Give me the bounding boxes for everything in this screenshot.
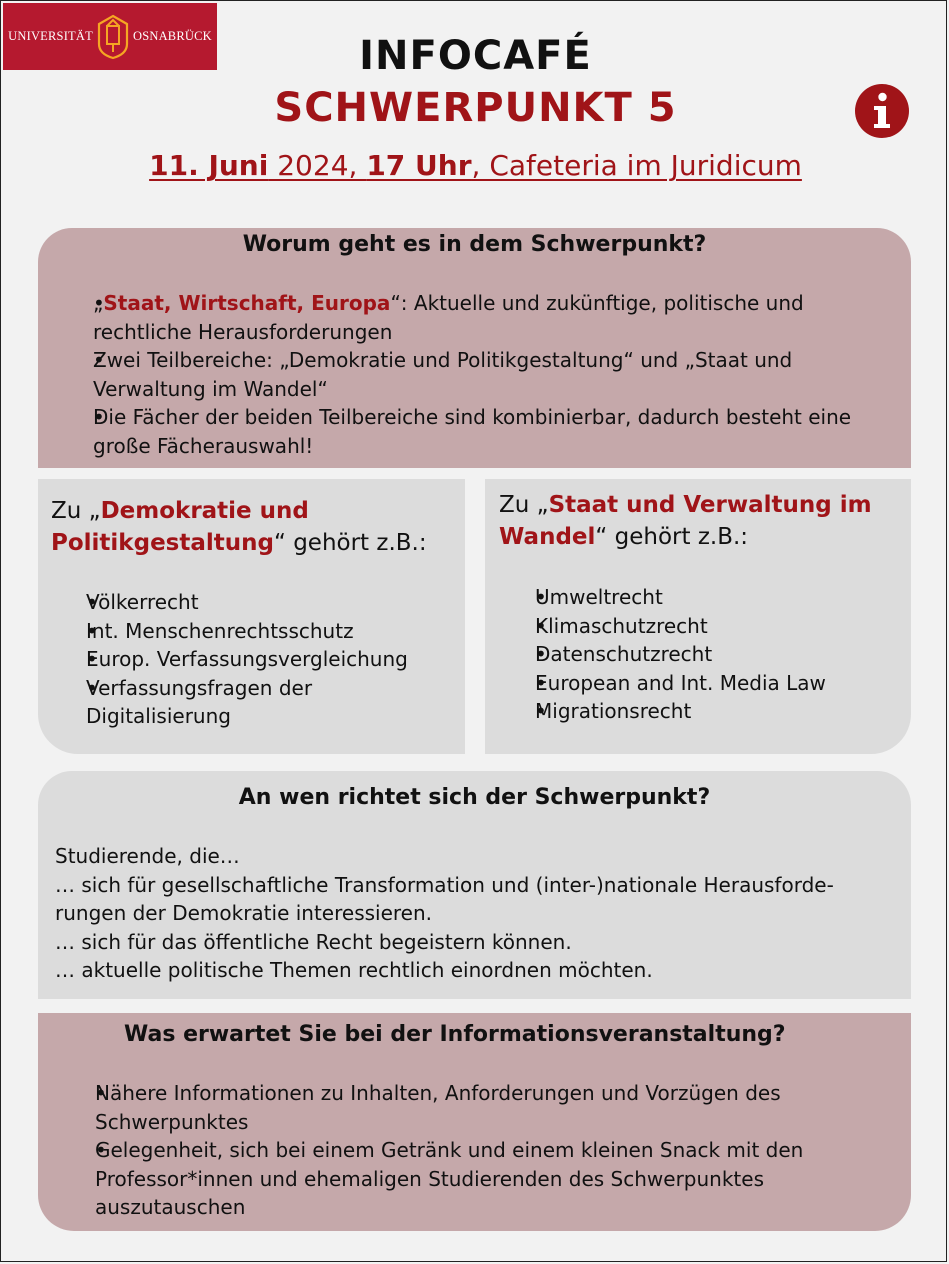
- section-about-list: [56, 289, 851, 460]
- section-administration-list: [499, 583, 826, 726]
- section-about: [38, 228, 911, 468]
- section-expectations-heading: Was erwartet Sie bei der Informationsveranstaltung?: [124, 1022, 786, 1047]
- list-item: [56, 289, 851, 346]
- list-item-text: Zwei Teilbereiche: „Demokratie und Politikgestaltung“ und „Staat und: [93, 348, 793, 372]
- list-item-text: Verfassungsfragen der: [86, 675, 313, 700]
- list-item-text: Verwaltung im Wandel“: [93, 376, 328, 401]
- list-item-text: Nähere Informationen zu Inhalten, Anforderungen und Vorzügen des: [95, 1081, 781, 1105]
- list-item-text: Digitalisierung: [86, 704, 231, 728]
- list-item: • European and Int. Media Law: [499, 669, 826, 698]
- section-expectations: [38, 1013, 911, 1231]
- event-time: 17 Uhr: [366, 149, 472, 182]
- list-item: • Umweltrecht: [499, 583, 826, 612]
- audience-line: Studierende, die…: [55, 844, 240, 868]
- event-year: 2024,: [268, 149, 367, 182]
- heading-prefix: Zu „: [499, 492, 549, 518]
- section-audience-heading: An wen richtet sich der Schwerpunkt?: [238, 785, 711, 810]
- list-item: • Völkerrecht: [51, 588, 408, 617]
- section-about-heading: Worum geht es in dem Schwerpunkt?: [242, 232, 707, 257]
- logo-text-left: UNIVERSITÄT: [8, 29, 93, 43]
- list-item: [56, 346, 851, 403]
- quote-open: „: [93, 291, 104, 315]
- heading-highlight: Politikgestaltung: [51, 530, 274, 556]
- info-icon: [854, 83, 910, 139]
- list-item: • Int. Menschenrechtsschutz: [51, 617, 408, 646]
- section-administration-heading: [499, 489, 872, 553]
- logo-text-right: OSNABRÜCK: [132, 29, 212, 43]
- page-title: INFOCAFÉ: [359, 33, 592, 79]
- list-item: [53, 1136, 803, 1222]
- list-item: [53, 1079, 803, 1136]
- list-item-text: Die Fächer der beiden Teilbereiche sind kombinierbar, dadurch besteht eine: [93, 405, 852, 429]
- heading-prefix: Zu „: [51, 498, 101, 524]
- list-item: • Europ. Verfassungsvergleichung: [51, 645, 408, 674]
- heading-suffix: “ gehört z.B.:: [273, 530, 427, 556]
- section-democracy: [38, 479, 465, 754]
- section-democracy-list: [51, 588, 408, 731]
- audience-line: rungen der Demokratie interessieren.: [55, 901, 433, 925]
- list-item: • Datenschutzrecht: [499, 640, 826, 669]
- list-item-text: Schwerpunktes: [95, 1109, 249, 1134]
- list-item-text: Professor*innen und ehemaligen Studierenden des Schwerpunktes: [95, 1166, 764, 1191]
- section-audience: [38, 771, 911, 999]
- list-item-text: rechtliche Herausforderungen: [93, 319, 393, 344]
- list-item-text: “: Aktuelle und zukünftige, politische und: [390, 291, 804, 315]
- list-item-text: Gelegenheit, sich bei einem Getränk und einem kleinen Snack mit den: [95, 1138, 804, 1162]
- section-audience-text: [55, 842, 834, 985]
- section-administration: [485, 479, 911, 754]
- focus-title-highlight: Staat, Wirtschaft, Europa: [103, 291, 391, 315]
- audience-line: … sich für gesellschaftliche Transformation und (inter-)nationale Herausforde-: [55, 872, 834, 897]
- list-item: [56, 403, 851, 460]
- event-date-location: [1, 149, 949, 182]
- audience-line: … sich für das öffentliche Recht begeistern können.: [55, 929, 572, 954]
- list-item: • Migrationsrecht: [499, 697, 826, 726]
- list-item: • Klimaschutzrecht: [499, 612, 826, 641]
- heading-suffix: “ gehört z.B.:: [595, 524, 749, 550]
- section-expectations-list: [53, 1079, 803, 1222]
- event-date: 11. Juni: [149, 149, 269, 182]
- list-item: [51, 674, 408, 731]
- page-subtitle: SCHWERPUNKT 5: [274, 85, 677, 131]
- heading-highlight: Staat und Verwaltung im: [548, 492, 872, 518]
- list-item-text: auszutauschen: [95, 1195, 246, 1219]
- heading-highlight: Demokratie und: [100, 498, 309, 524]
- list-item-text: große Fächerauswahl!: [93, 433, 314, 458]
- event-location: , Cafeteria im Juridicum: [471, 149, 802, 182]
- heading-highlight: Wandel: [499, 524, 596, 550]
- section-democracy-heading: [51, 495, 427, 559]
- audience-line: … aktuelle politische Themen rechtlich einordnen möchten.: [55, 958, 653, 982]
